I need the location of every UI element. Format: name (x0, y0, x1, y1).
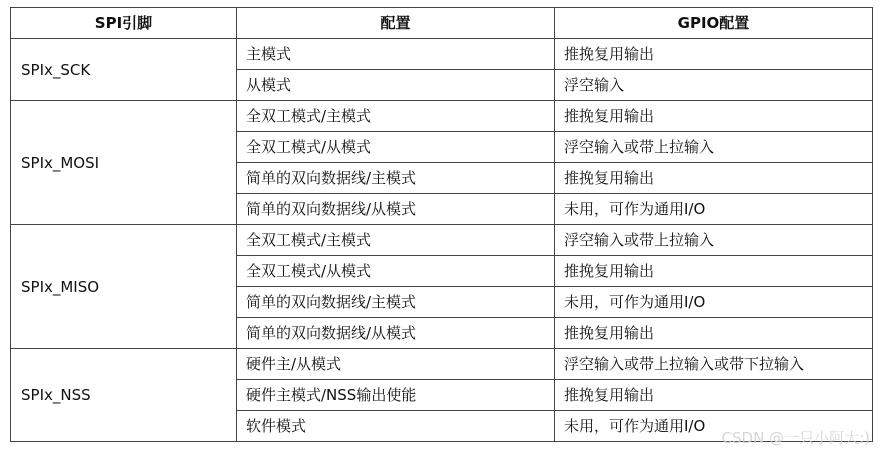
pin-name-nss: SPIx_NSS (11, 349, 237, 442)
config-cell: 简单的双向数据线/主模式 (237, 287, 555, 318)
config-cell: 简单的双向数据线/从模式 (237, 318, 555, 349)
table-row (11, 225, 873, 256)
config-cell: 硬件主模式/NSS输出使能 (237, 380, 555, 411)
header-config: 配置 (237, 8, 555, 39)
table-body (11, 39, 873, 442)
config-cell: 硬件主/从模式 (237, 349, 555, 380)
config-cell: 简单的双向数据线/从模式 (237, 194, 555, 225)
pin-name-sck: SPIx_SCK (11, 39, 237, 101)
gpio-cell: 未用，可作为通用I/O (555, 194, 873, 225)
header-gpio-config: GPIO配置 (555, 8, 873, 39)
config-cell: 主模式 (237, 39, 555, 70)
gpio-cell: 浮空输入或带上拉输入 (555, 225, 873, 256)
config-cell: 全双工模式/主模式 (237, 225, 555, 256)
config-cell: 全双工模式/从模式 (237, 132, 555, 163)
config-cell: 全双工模式/主模式 (237, 101, 555, 132)
csdn-watermark: CSDN @一只小阿大:) (721, 429, 870, 447)
gpio-cell: 推挽复用输出 (555, 39, 873, 70)
gpio-cell: 推挽复用输出 (555, 101, 873, 132)
gpio-cell: 推挽复用输出 (555, 256, 873, 287)
header-spi-pin: SPI引脚 (11, 8, 237, 39)
header-row (11, 8, 873, 39)
gpio-cell: 浮空输入或带上拉输入或带下拉输入 (555, 349, 873, 380)
config-cell: 软件模式 (237, 411, 555, 442)
gpio-cell: 推挽复用输出 (555, 318, 873, 349)
gpio-cell: 未用，可作为通用I/O (555, 411, 873, 442)
pin-name-miso: SPIx_MISO (11, 225, 237, 349)
table-header (11, 8, 873, 39)
table-row (11, 349, 873, 380)
spi-pin-config-table (10, 7, 873, 442)
gpio-cell: 推挽复用输出 (555, 163, 873, 194)
gpio-cell: 未用，可作为通用I/O (555, 287, 873, 318)
gpio-cell: 浮空输入或带上拉输入 (555, 132, 873, 163)
table-row (11, 101, 873, 132)
table-row (11, 39, 873, 70)
config-cell: 简单的双向数据线/主模式 (237, 163, 555, 194)
pin-name-mosi: SPIx_MOSI (11, 101, 237, 225)
config-cell: 从模式 (237, 70, 555, 101)
gpio-cell: 推挽复用输出 (555, 380, 873, 411)
gpio-cell: 浮空输入 (555, 70, 873, 101)
config-cell: 全双工模式/从模式 (237, 256, 555, 287)
